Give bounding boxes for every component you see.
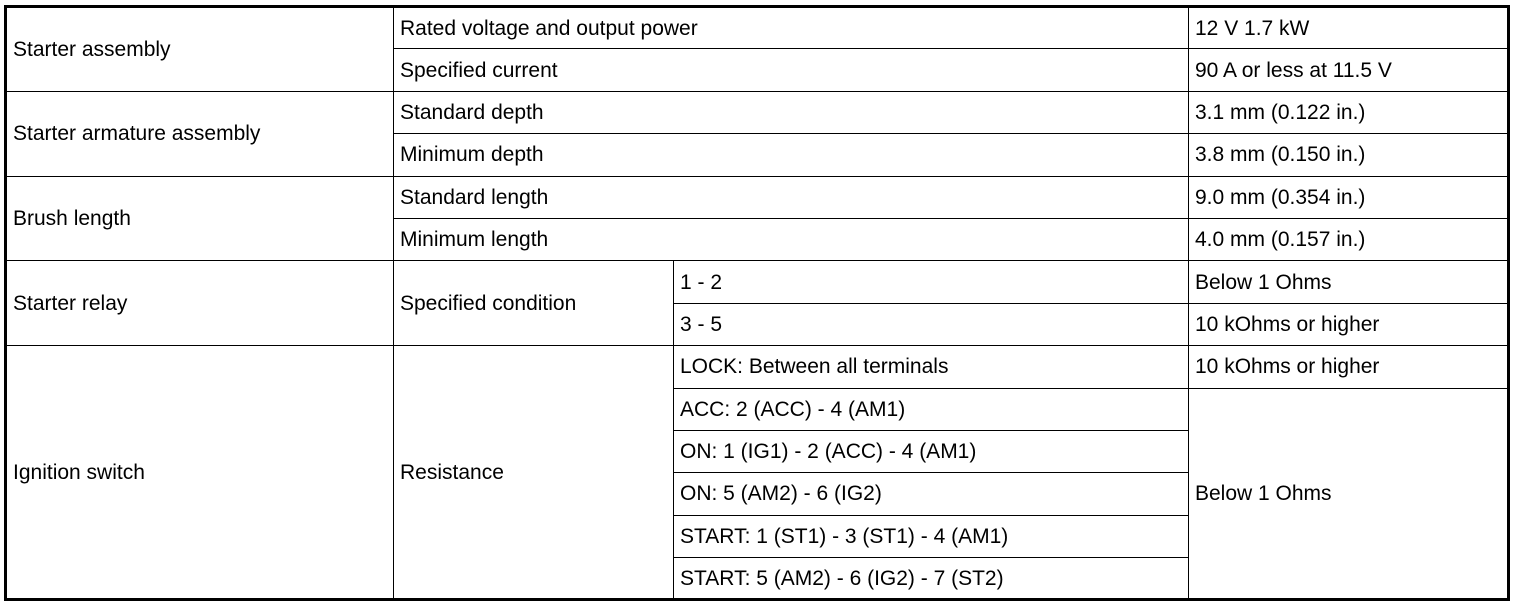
relay-value: Below 1 Ohms bbox=[1189, 261, 1509, 303]
relay-terminals: 1 - 2 bbox=[674, 261, 1189, 303]
table-row bbox=[6, 91, 1509, 133]
component-label-starter-assembly: Starter assembly bbox=[6, 7, 394, 92]
table-row bbox=[6, 346, 1509, 388]
relay-value: 10 kOhms or higher bbox=[1189, 303, 1509, 345]
table-row bbox=[6, 7, 1509, 49]
value-standard-length: 9.0 mm (0.354 in.) bbox=[1189, 176, 1509, 218]
item-standard-length: Standard length bbox=[394, 176, 1189, 218]
ignition-test-label: Resistance bbox=[394, 346, 674, 600]
ignition-condition: START: 5 (AM2) - 6 (IG2) - 7 (ST2) bbox=[674, 558, 1189, 600]
item-minimum-length: Minimum length bbox=[394, 218, 1189, 260]
ignition-lock-value: 10 kOhms or higher bbox=[1189, 346, 1509, 388]
item-standard-depth: Standard depth bbox=[394, 91, 1189, 133]
table-row bbox=[6, 261, 1509, 303]
relay-condition-label: Specified condition bbox=[394, 261, 674, 346]
item-specified-current: Specified current bbox=[394, 49, 1189, 91]
ignition-lock-condition: LOCK: Between all terminals bbox=[674, 346, 1189, 388]
component-label-relay: Starter relay bbox=[6, 261, 394, 346]
ignition-condition: START: 1 (ST1) - 3 (ST1) - 4 (AM1) bbox=[674, 515, 1189, 557]
component-label-brush: Brush length bbox=[6, 176, 394, 261]
value-minimum-depth: 3.8 mm (0.150 in.) bbox=[1189, 134, 1509, 176]
ignition-conditions-value: Below 1 Ohms bbox=[1189, 388, 1509, 600]
specification-table bbox=[4, 5, 1510, 601]
item-minimum-depth: Minimum depth bbox=[394, 134, 1189, 176]
value-rated-voltage: 12 V 1.7 kW bbox=[1189, 7, 1509, 49]
item-rated-voltage: Rated voltage and output power bbox=[394, 7, 1189, 49]
value-specified-current: 90 A or less at 11.5 V bbox=[1189, 49, 1509, 91]
component-label-ignition: Ignition switch bbox=[6, 346, 394, 600]
table-row bbox=[6, 176, 1509, 218]
ignition-condition: ON: 1 (IG1) - 2 (ACC) - 4 (AM1) bbox=[674, 430, 1189, 472]
value-standard-depth: 3.1 mm (0.122 in.) bbox=[1189, 91, 1509, 133]
ignition-condition: ON: 5 (AM2) - 6 (IG2) bbox=[674, 473, 1189, 515]
value-minimum-length: 4.0 mm (0.157 in.) bbox=[1189, 218, 1509, 260]
relay-terminals: 3 - 5 bbox=[674, 303, 1189, 345]
ignition-condition: ACC: 2 (ACC) - 4 (AM1) bbox=[674, 388, 1189, 430]
component-label-armature: Starter armature assembly bbox=[6, 91, 394, 176]
